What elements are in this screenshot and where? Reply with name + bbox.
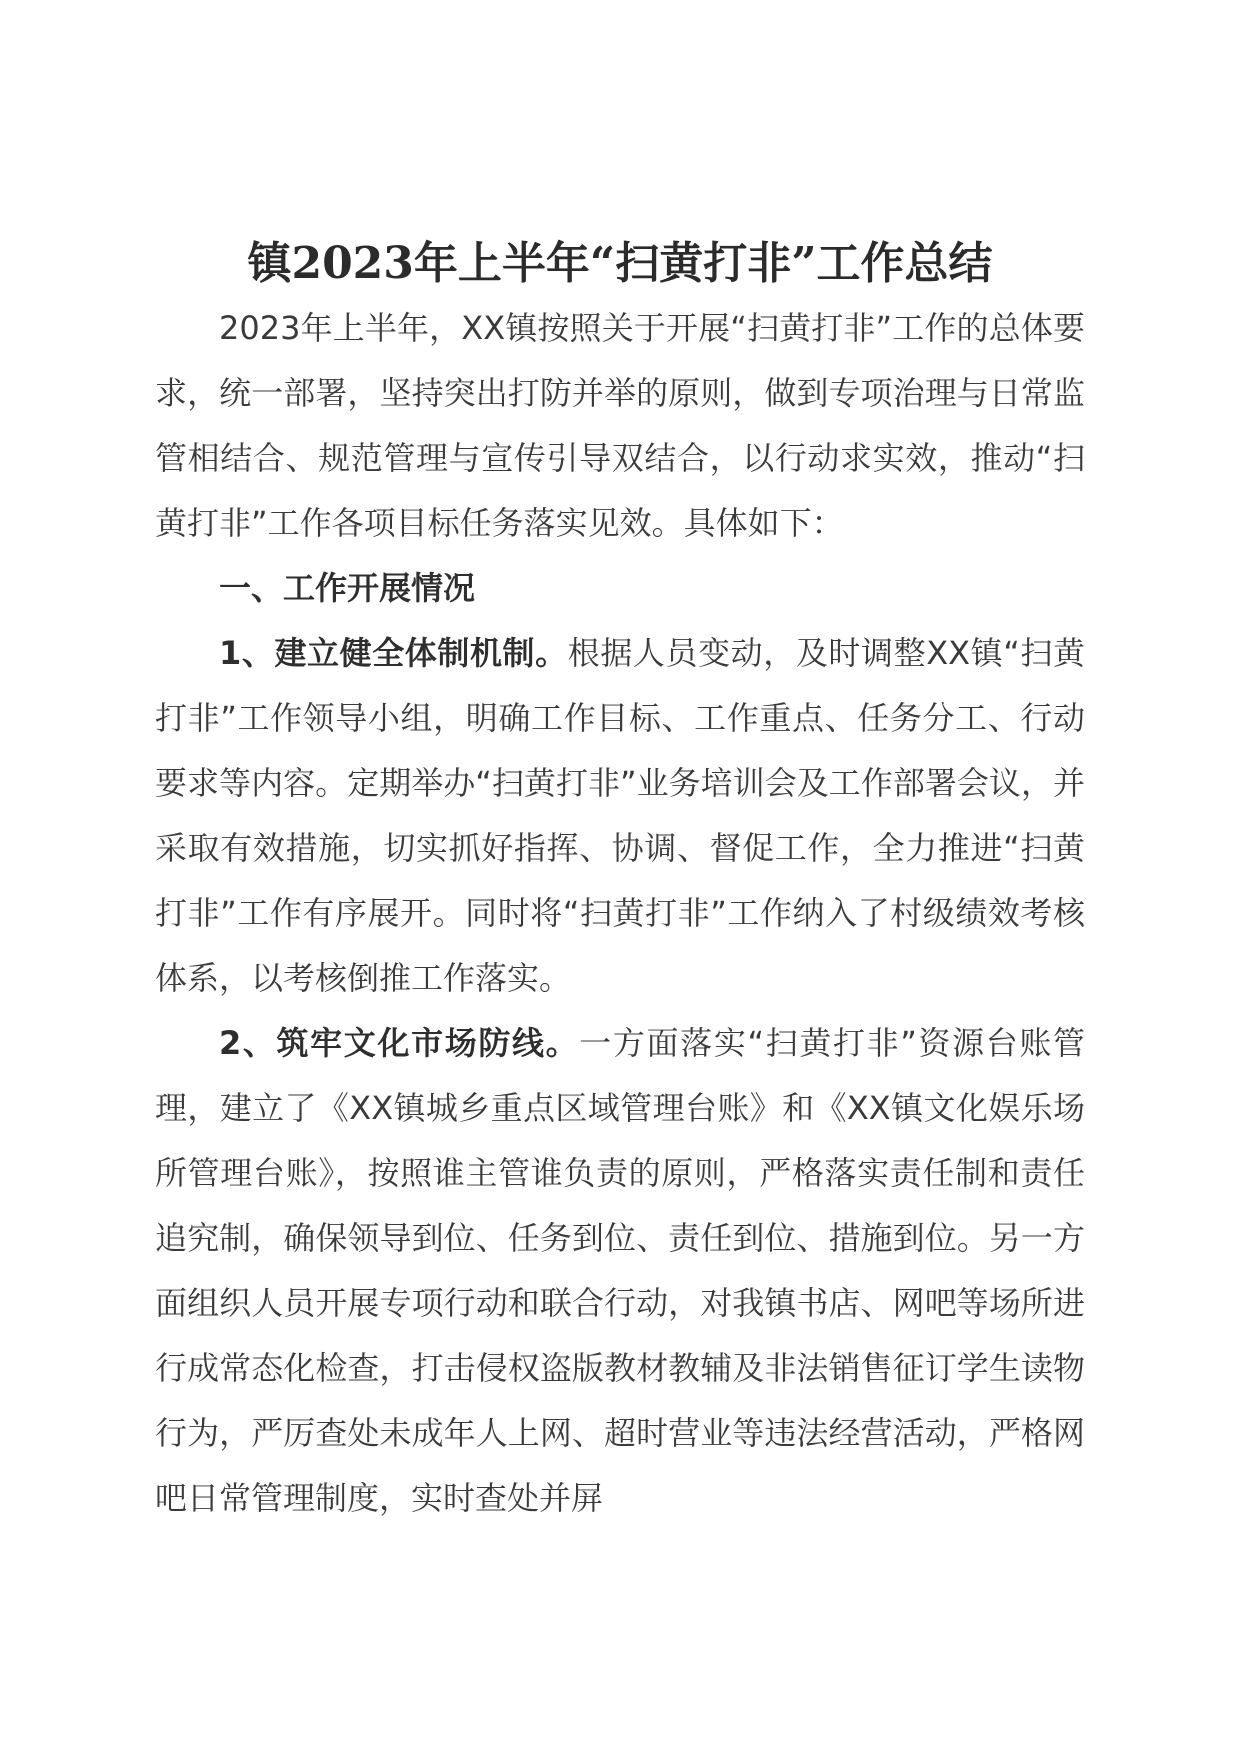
item-lead-1: 1、建立健全体制机制。	[219, 634, 568, 672]
document-body	[155, 232, 1085, 1531]
item-text-2: 一方面落实“扫黄打非”资源台账管理，建立了《XX镇城乡重点区域管理台账》和《XX镇文化娱乐场所管理台账》，按照谁主管谁负责的原则，严格落实责任制和责任追究制，确保领导到位、任务到位、责任到位、措施到位。另一方面组织人员开展专项行动和联合行动，对我镇书店、网吧等场所进行成常态化检查，打击侵权盗版教材教辅及非法销售征订学生读物行为，严厉查处未成年人上网、超时营业等违法经营活动，严格网吧日常管理制度，实时查处并屏	[155, 1024, 1085, 1517]
item-lead-2: 2、筑牢文化市场防线。	[219, 1024, 580, 1062]
intro-paragraph: 2023年上半年，XX镇按照关于开展“扫黄打非”工作的总体要求，统一部署，坚持突出打防并举的原则，做到专项治理与日常监管相结合、规范管理与宣传引导双结合，以行动求实效，推动“扫黄打非”工作各项目标任务落实见效。具体如下：	[155, 309, 1085, 542]
item-paragraph-2	[155, 1011, 1085, 1531]
section-heading: 一、工作开展情况	[219, 569, 476, 607]
item-text-1: 根据人员变动，及时调整XX镇“扫黄打非”工作领导小组，明确工作目标、工作重点、任务分工、行动要求等内容。定期举办“扫黄打非”业务培训会及工作部署会议，并采取有效措施，切实抓好指挥、协调、督促工作，全力推进“扫黄打非”工作有序展开。同时将“扫黄打非”工作纳入了村级绩效考核体系，以考核倒推工作落实。	[155, 634, 1085, 997]
document-title: 镇2023年上半年“扫黄打非”工作总结	[247, 238, 993, 289]
item-paragraph-1	[155, 621, 1085, 1011]
